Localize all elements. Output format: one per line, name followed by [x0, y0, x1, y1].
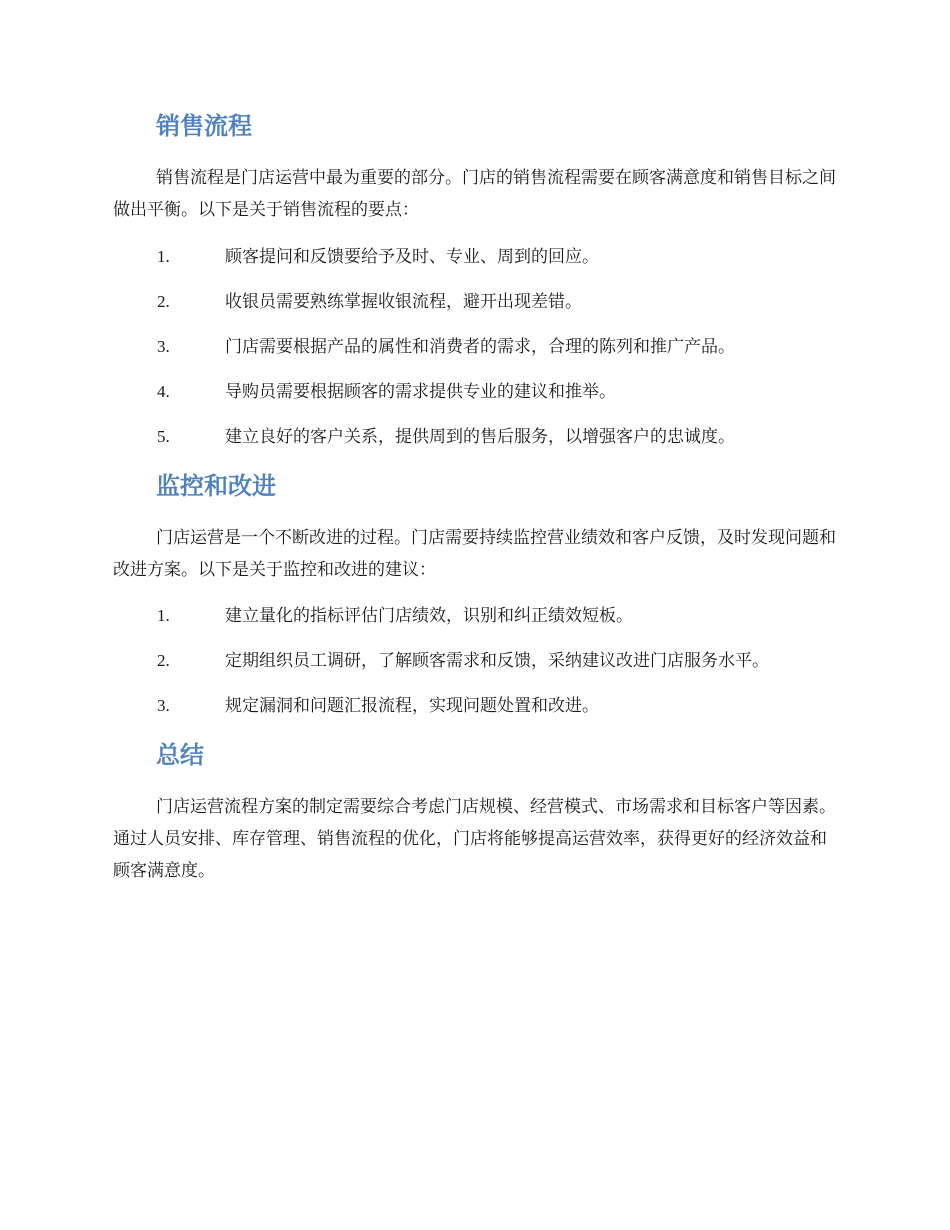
list-item [157, 646, 847, 676]
list-item-text: 顾客提问和反馈要给予及时、专业、周到的回应。 [225, 247, 599, 267]
list-item [157, 377, 847, 407]
list-item-number: 3. [157, 696, 170, 715]
list-item-text: 门店需要根据产品的属性和消费者的需求，合理的陈列和推广产品。 [225, 337, 735, 357]
list-item-number: 4. [157, 382, 170, 401]
section-heading-summary: 总结 [156, 741, 204, 769]
list-item-number: 2. [157, 651, 170, 670]
list-item-text: 建立量化的指标评估门店绩效，识别和纠正绩效短板。 [225, 606, 633, 626]
list-item-text: 规定漏洞和问题汇报流程，实现问题处置和改进。 [225, 696, 599, 716]
list-item-number: 1. [157, 606, 170, 625]
list-item-text: 导购员需要根据顾客的需求提供专业的建议和推举。 [225, 382, 616, 402]
list-item-number: 3. [157, 337, 170, 356]
list-item [157, 691, 847, 721]
list-item-number: 5. [157, 427, 170, 446]
section-heading-monitor-improve: 监控和改进 [156, 472, 276, 500]
list-item-text: 收银员需要熟练掌握收银流程，避开出现差错。 [225, 292, 582, 312]
list-item-text: 定期组织员工调研，了解顾客需求和反馈，采纳建议改进门店服务水平。 [225, 651, 769, 671]
list-item [157, 242, 847, 272]
list-item [157, 422, 847, 452]
section-paragraph-monitor-improve: 门店运营是一个不断改进的过程。门店需要持续监控营业绩效和客户反馈，及时发现问题和改进方案。以下是关于监控和改进的建议： [113, 528, 836, 580]
list-item [157, 601, 847, 631]
list-item-number: 1. [157, 247, 170, 266]
section-paragraph-summary: 门店运营流程方案的制定需要综合考虑门店规模、经营模式、市场需求和目标客户等因素。通过人员安排、库存管理、销售流程的优化，门店将能够提高运营效率，获得更好的经济效益和顾客满意度。 [113, 797, 836, 881]
list-item-text: 建立良好的客户关系，提供周到的售后服务，以增强客户的忠诚度。 [225, 427, 735, 447]
list-item [157, 287, 847, 317]
list-item [157, 332, 847, 362]
section-paragraph-sales-process: 销售流程是门店运营中最为重要的部分。门店的销售流程需要在顾客满意度和销售目标之间做出平衡。以下是关于销售流程的要点： [113, 168, 836, 220]
section-heading-sales-process: 销售流程 [156, 112, 252, 140]
list-item-number: 2. [157, 292, 170, 311]
